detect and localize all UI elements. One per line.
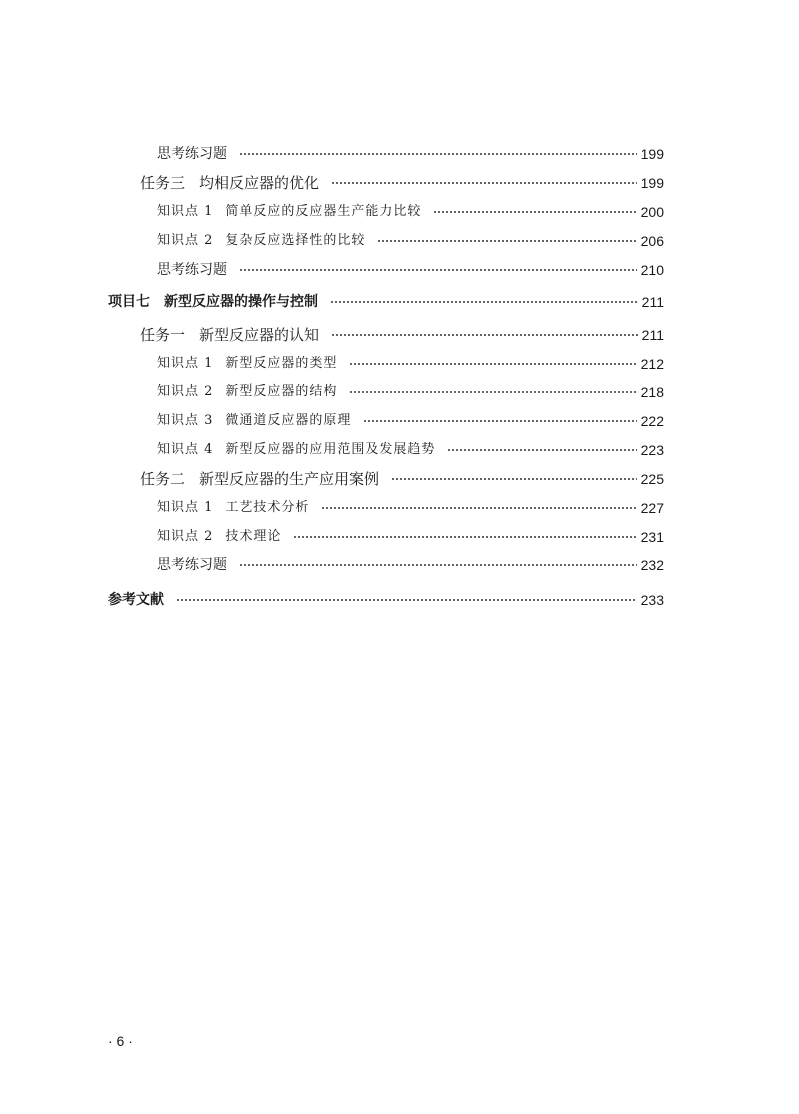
toc-entry-page: 210: [640, 262, 664, 278]
toc-entry-label: [108, 589, 164, 611]
dot-leader: [293, 536, 636, 538]
toc-entry-label: [157, 353, 337, 375]
toc-entry-label: [157, 554, 227, 576]
toc-entry[interactable]: [157, 201, 664, 223]
dot-leader: [377, 240, 636, 242]
dot-leader: [363, 420, 636, 422]
toc-entry-title: 思考练习题: [157, 262, 227, 278]
toc-entry-prefix: 知识点 1: [157, 500, 214, 515]
toc-entry[interactable]: [140, 172, 664, 194]
dot-leader: [331, 182, 637, 184]
toc-entry-page: 200: [640, 204, 664, 220]
toc-entry[interactable]: [157, 353, 664, 375]
toc-entry-prefix: 知识点 2: [157, 384, 214, 399]
toc-entry-label: [157, 410, 351, 432]
toc-entry-label: [140, 172, 319, 194]
toc-entry-page: 206: [640, 233, 664, 249]
toc-entry-prefix: 任务一: [140, 326, 186, 344]
toc-entry[interactable]: [157, 143, 664, 165]
toc-entry-title: 新型反应器的结构: [225, 384, 338, 399]
toc-entry-label: [157, 259, 227, 281]
toc-entry-label: [140, 468, 379, 490]
toc-entry-page: 211: [641, 294, 664, 310]
toc-entry-title: 新型反应器的生产应用案例: [199, 470, 380, 488]
toc-entry-title: 参考文献: [108, 592, 164, 608]
toc-entry-title: 技术理论: [225, 529, 282, 544]
toc-entry-label: [157, 230, 365, 252]
toc-entry[interactable]: [157, 439, 664, 461]
toc-entry-label: [157, 526, 281, 548]
toc-entry[interactable]: [157, 554, 664, 576]
toc-entry-title: 复杂反应选择性的比较: [225, 233, 366, 248]
dot-leader: [321, 507, 636, 509]
toc-entry-title: 新型反应器的认知: [199, 326, 320, 344]
toc-entry-prefix: 知识点 2: [157, 233, 214, 248]
toc-entry[interactable]: [157, 497, 664, 519]
toc-entry-title: 思考练习题: [157, 146, 227, 162]
toc-entry-prefix: 项目七: [108, 294, 150, 310]
toc-entry-title: 简单反应的反应器生产能力比较: [225, 204, 422, 219]
toc-entry-prefix: 知识点 1: [157, 204, 214, 219]
toc-entry-label: [157, 201, 421, 223]
toc-entry-page: 232: [640, 557, 664, 573]
dot-leader: [239, 564, 637, 566]
dot-leader: [433, 211, 636, 213]
toc-entry[interactable]: [157, 230, 664, 252]
dot-leader: [176, 599, 637, 601]
toc-entry-label: [157, 381, 337, 403]
toc-entry[interactable]: [157, 410, 664, 432]
toc-entry-prefix: 知识点 4: [157, 442, 214, 457]
toc-entry-label: [157, 143, 227, 165]
toc-entry[interactable]: [140, 468, 664, 490]
toc-entry-title: 思考练习题: [157, 557, 227, 573]
toc-entry-page: 199: [640, 146, 664, 162]
toc-entry-title: 工艺技术分析: [225, 500, 310, 515]
toc-entry-page: 211: [641, 327, 664, 343]
toc-entry[interactable]: [140, 324, 664, 346]
toc-entry-title: 新型反应器的操作与控制: [164, 294, 318, 310]
toc-entry-title: 新型反应器的类型: [225, 356, 338, 371]
dot-leader: [239, 269, 637, 271]
dot-leader: [349, 391, 636, 393]
toc-entry-title: 均相反应器的优化: [199, 174, 320, 192]
toc-entry-page: 199: [640, 175, 664, 191]
toc-entry-prefix: 任务二: [140, 470, 186, 488]
toc-entry-page: 223: [640, 442, 664, 458]
dot-leader: [349, 363, 636, 365]
toc-entry-prefix: 知识点 3: [157, 413, 214, 428]
toc-entry-prefix: 任务三: [140, 174, 186, 192]
toc-entry[interactable]: [157, 526, 664, 548]
toc-entry-prefix: 知识点 2: [157, 529, 214, 544]
toc-entry[interactable]: [108, 291, 664, 313]
dot-leader: [331, 334, 638, 336]
toc-entry-title: 微通道反应器的原理: [225, 413, 352, 428]
toc-entry[interactable]: [157, 259, 664, 281]
toc-entry-title: 新型反应器的应用范围及发展趋势: [225, 442, 436, 457]
dot-leader: [239, 153, 637, 155]
toc-entry-page: 222: [640, 413, 664, 429]
toc-entry[interactable]: [157, 381, 664, 403]
toc-entry[interactable]: [108, 589, 664, 611]
page-number: · 6 ·: [108, 1033, 133, 1049]
toc-entry-label: [157, 439, 435, 461]
toc-entry-page: 225: [640, 471, 664, 487]
toc-entry-page: 212: [640, 356, 664, 372]
toc-entry-label: [140, 324, 319, 346]
toc-entry-page: 227: [640, 500, 664, 516]
toc-entry-page: 218: [640, 384, 664, 400]
toc-entry-label: [157, 497, 309, 519]
dot-leader: [391, 478, 637, 480]
toc-entry-prefix: 知识点 1: [157, 356, 214, 371]
dot-leader: [330, 301, 638, 303]
toc-entry-label: [108, 291, 318, 313]
toc-entry-page: 231: [640, 529, 664, 545]
dot-leader: [447, 449, 636, 451]
toc-entry-page: 233: [640, 592, 664, 608]
